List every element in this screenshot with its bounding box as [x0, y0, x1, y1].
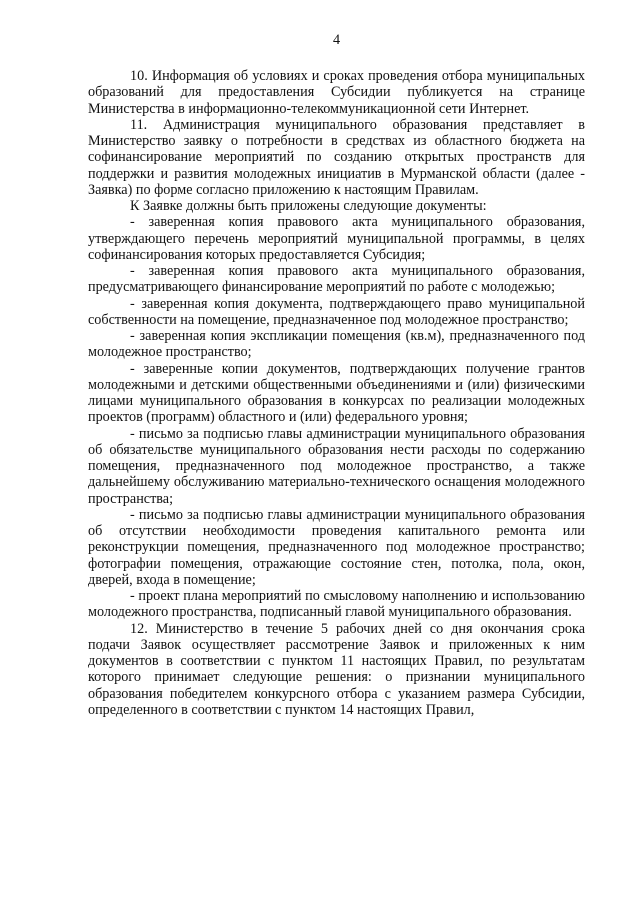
attachments-intro: К Заявке должны быть приложены следующие документы: — [130, 198, 487, 214]
attachment-item-grants: - заверенные копии документов, подтверждающих получение грантов молодежными и детскими общественными объединениями и (или) физическими лицами муниципального образования в конкурсах по реализации молодежных проектов (программ) областного и (или) федерального уровня; — [88, 360, 585, 426]
attachment-item-program-act: - заверенная копия правового акта муниципального образования, утверждающего перечень мероприятий муниципальной программы, в целях софинансирования которых предоставляется Субсидия; — [88, 214, 585, 263]
attachment-item-financing-act: - заверенная копия правового акта муниципального образования, предусматривающего финансирование мероприятий по работе с молодежью; — [88, 263, 585, 296]
attachment-item-ownership-document: - заверенная копия документа, подтверждающего право муниципальной собственности на помещение, предназначенное под молодежное пространство; — [88, 295, 585, 328]
paragraph-12: 12. Министерство в течение 5 рабочих дней со дня окончания срока подачи Заявок осуществляет рассмотрение Заявок и приложенных к ним документов в соответствии с пунктом 11 настоящих Правил, по результатам которого принимает следующие решения: о признании муниципального образования победителем конкурсного отбора с указанием размера Субсидии, определенного в соответствии с пунктом 14 настоящих Правил, — [88, 620, 585, 718]
paragraph-10: 10. Информация об условиях и сроках проведения отбора муниципальных образований для предоставления Субсидии публикуется на странице Министерства в информационно-телекоммуникационной сети Интернет. — [88, 68, 585, 117]
attachment-item-event-plan: - проект плана мероприятий по смысловому наполнению и использованию молодежного пространства, подписанный главой муниципального образования. — [88, 588, 585, 621]
paragraph-11: 11. Администрация муниципального образования представляет в Министерство заявку о потребности в средствах из областного бюджета на софинансирование мероприятий по созданию открытых пространств для поддержки и развития молодежных инициатив в Мурманской области (далее - Заявка) по форме согласно приложению к настоящим Правилам. — [88, 116, 585, 198]
attachment-item-maintenance-letter: - письмо за подписью главы администрации муниципального образования об обязательстве муниципального образования нести расходы по содержанию помещения, предназначенного под молодежное пространство, а также дальнейшему обслуживанию материально-технического оснащения молодежного пространства; — [88, 425, 585, 507]
page-number: 4 — [332, 32, 341, 48]
attachment-item-repair-letter: - письмо за подписью главы администрации муниципального образования об отсутствии необходимости проведения капитального ремонта или реконструкции помещения, предназначенного под молодежное пространство; фотографии помещения, отражающие состояние стен, потолка, пола, окон, дверей, входа в помещение; — [88, 506, 585, 588]
attachment-item-explication: - заверенная копия экспликации помещения (кв.м), предназначенного под молодежное пространство; — [88, 328, 585, 361]
document-page — [88, 32, 585, 718]
